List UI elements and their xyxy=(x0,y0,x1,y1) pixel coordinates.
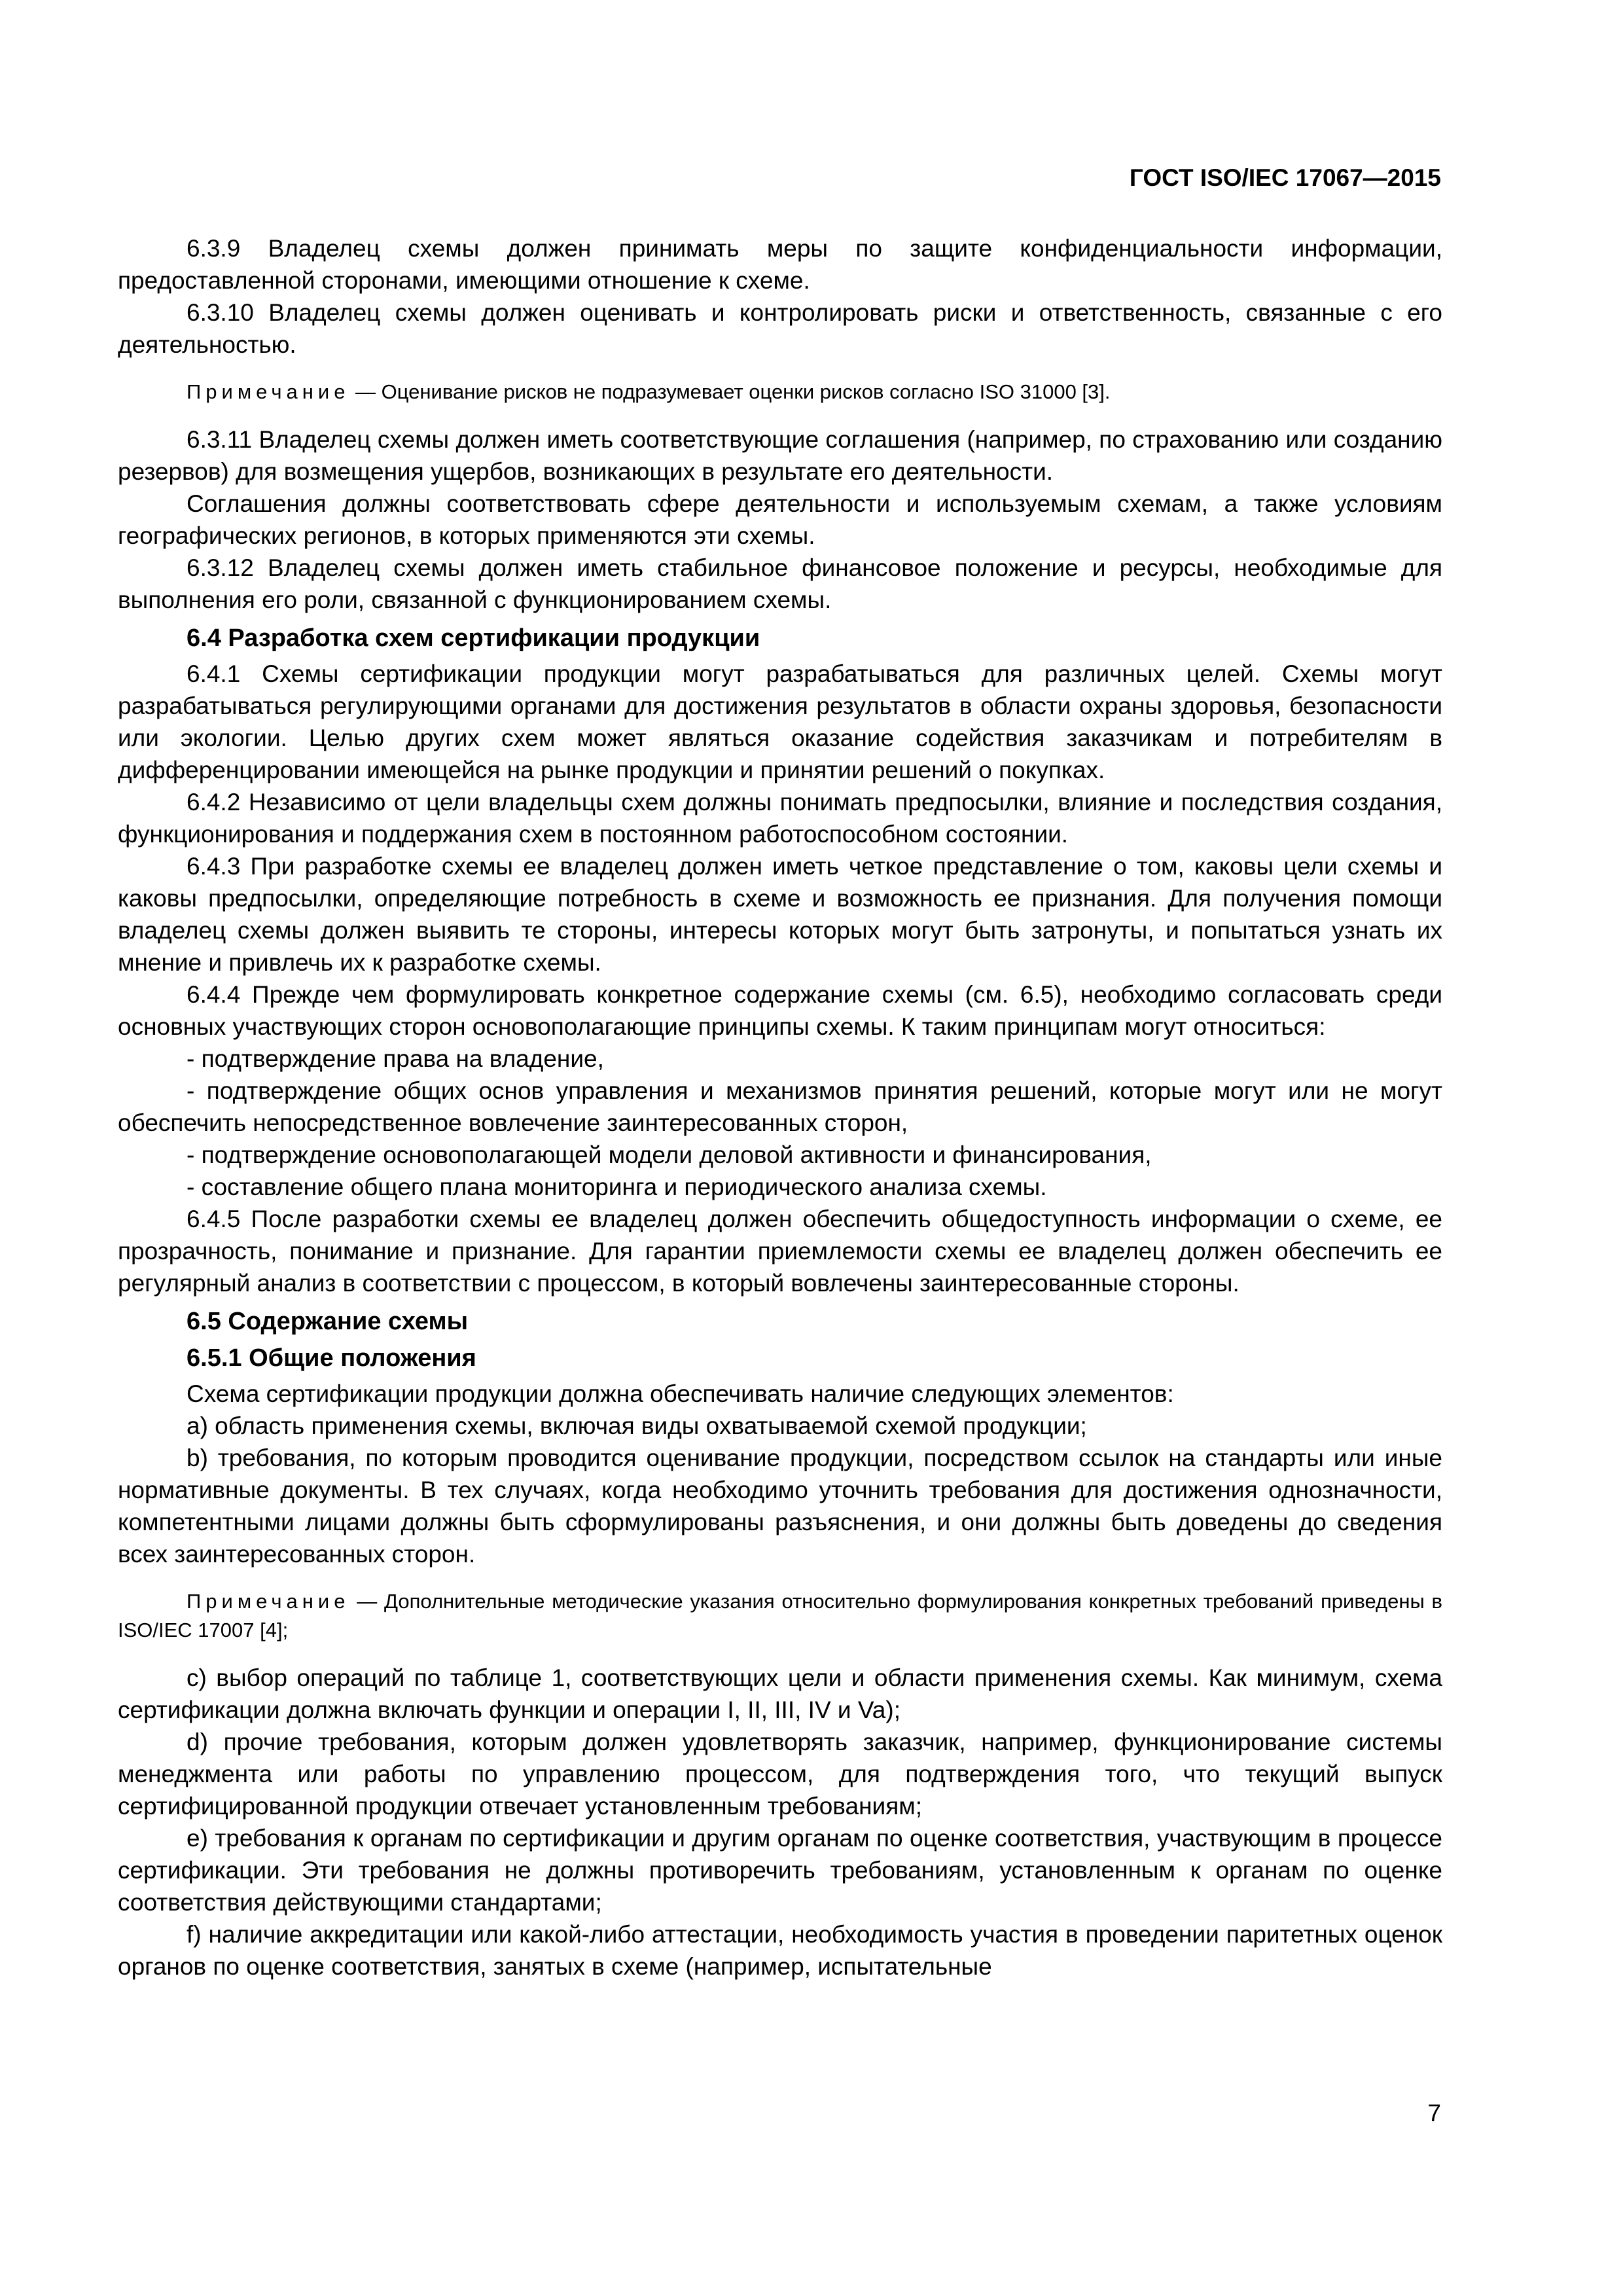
paragraph-6-3-9: 6.3.9 Владелец схемы должен принимать меры по защите конфиденциальности информации, предоставленной сторонами, имеющими отношение к схеме. xyxy=(118,235,1442,294)
section-heading-6-4: 6.4 Разработка схем сертификации продукции xyxy=(187,624,760,652)
list-item: - подтверждение основополагающей модели деловой активности и финансирования, xyxy=(187,1141,1152,1168)
list-item: - составление общего плана мониторинга и периодического анализа схемы. xyxy=(187,1174,1047,1200)
paragraph-6-3-11: 6.3.11 Владелец схемы должен иметь соответствующие соглашения (например, по страхованию или созданию резервов) для возмещения ущербов, возникающих в результате его деятельности. xyxy=(118,426,1442,485)
paragraph-6-3-10: 6.3.10 Владелец схемы должен оценивать и контролировать риски и ответственность, связанные с его деятельностью. xyxy=(118,299,1442,358)
list-item-f: f) наличие аккредитации или какой-либо аттестации, необходимость участия в проведении паритетных оценок органов по оценке соответствия, занятых в схеме (например, испытательные xyxy=(118,1921,1442,1980)
note-text: — Оценивание рисков не подразумевает оценки рисков согласно ISO 31000 [3]. xyxy=(349,380,1111,403)
list-item-c: c) выбор операций по таблице 1, соответствующих цели и области применения схемы. Как минимум, схема сертификации должна включать функции и операции I, II, III, IV и Va); xyxy=(118,1664,1442,1723)
note-text: — Дополнительные методические указания относительно формулирования конкретных требований приведены в ISO/IEC 17007 [4]; xyxy=(118,1590,1442,1641)
list-item-a: a) область применения схемы, включая виды охватываемой схемой продукции; xyxy=(187,1412,1087,1439)
section-heading-6-5-1: 6.5.1 Общие положения xyxy=(187,1344,476,1372)
section-heading-6-5: 6.5 Содержание схемы xyxy=(187,1308,469,1335)
paragraph-6-4-4: 6.4.4 Прежде чем формулировать конкретное содержание схемы (см. 6.5), необходимо согласовать среди основных участвующих сторон основополагающие принципы схемы. К таким принципам могут относиться: xyxy=(118,981,1442,1040)
page-number: 7 xyxy=(1427,2100,1441,2126)
document-body xyxy=(118,232,1442,1982)
paragraph-6-4-5: 6.4.5 После разработки схемы ее владелец должен обеспечить общедоступность информации о схеме, ее прозрачность, понимание и признание. Для гарантии приемлемости схемы ее владелец должен обеспечить ее регулярный анализ в соответствии с процессом, в который вовлечены заинтересованные стороны. xyxy=(118,1206,1442,1297)
list-item: - подтверждение общих основ управления и механизмов принятия решений, которые могут или не могут обеспечить непосредственное вовлечение заинтересованных сторон, xyxy=(118,1077,1442,1136)
note-label: Примечание xyxy=(187,1590,350,1613)
note-label: Примечание xyxy=(187,380,350,403)
paragraph-6-4-1: 6.4.1 Схемы сертификации продукции могут разрабатываться для различных целей. Схемы могут разрабатываться регулирующими органами для достижения результатов в области охраны здоровья, безопасности или экологии. Целью других схем может являться оказание содействия заказчикам и потребителям в дифференцировании имеющейся на рынке продукции и принятии решений о покупках. xyxy=(118,660,1442,783)
document-header: ГОСТ ISO/IEC 17067—2015 xyxy=(1129,164,1441,191)
list-item-d: d) прочие требования, которым должен удовлетворять заказчик, например, функционирование системы менеджмента или работы по управлению процессом, для подтверждения того, что текущий выпуск сертифицированной продукции отвечает установленным требованиям; xyxy=(118,1729,1442,1820)
paragraph-6-4-2: 6.4.2 Независимо от цели владельцы схем должны понимать предпосылки, влияние и последствия создания, функционирования и поддержания схем в постоянном работоспособном состоянии. xyxy=(118,789,1442,848)
note-1 xyxy=(118,378,1442,406)
paragraph-6-5-1: Схема сертификации продукции должна обеспечивать наличие следующих элементов: xyxy=(187,1380,1174,1407)
note-2 xyxy=(118,1587,1442,1645)
list-item-e: e) требования к органам по сертификации и другим органам по оценке соответствия, участвующим в процессе сертификации. Эти требования не должны противоречить требованиям, установленным к органам по оценке соответствия действующими стандартами; xyxy=(118,1825,1442,1916)
paragraph-6-4-3: 6.4.3 При разработке схемы ее владелец должен иметь четкое представление о том, каковы цели схемы и каковы предпосылки, определяющие потребность в схеме и возможность ее признания. Для получения помощи владелец схемы должен выявить те стороны, интересы которых могут быть затронуты, и попытаться узнать их мнение и привлечь их к разработке схемы. xyxy=(118,853,1442,976)
paragraph-6-3-12: 6.3.12 Владелец схемы должен иметь стабильное финансовое положение и ресурсы, необходимые для выполнения его роли, связанной с функционированием схемы. xyxy=(118,554,1442,613)
list-item-b: b) требования, по которым проводится оценивание продукции, посредством ссылок на стандарты или иные нормативные документы. В тех случаях, когда необходимо уточнить требования для достижения однозначности, компетентными лицами должны быть сформулированы разъяснения, и они должны быть доведены до сведения всех заинтересованных сторон. xyxy=(118,1444,1442,1568)
paragraph-6-3-11-continued: Соглашения должны соответствовать сфере деятельности и используемым схемам, а также условиям географических регионов, в которых применяются эти схемы. xyxy=(118,490,1442,549)
list-item: - подтверждение права на владение, xyxy=(187,1045,604,1072)
